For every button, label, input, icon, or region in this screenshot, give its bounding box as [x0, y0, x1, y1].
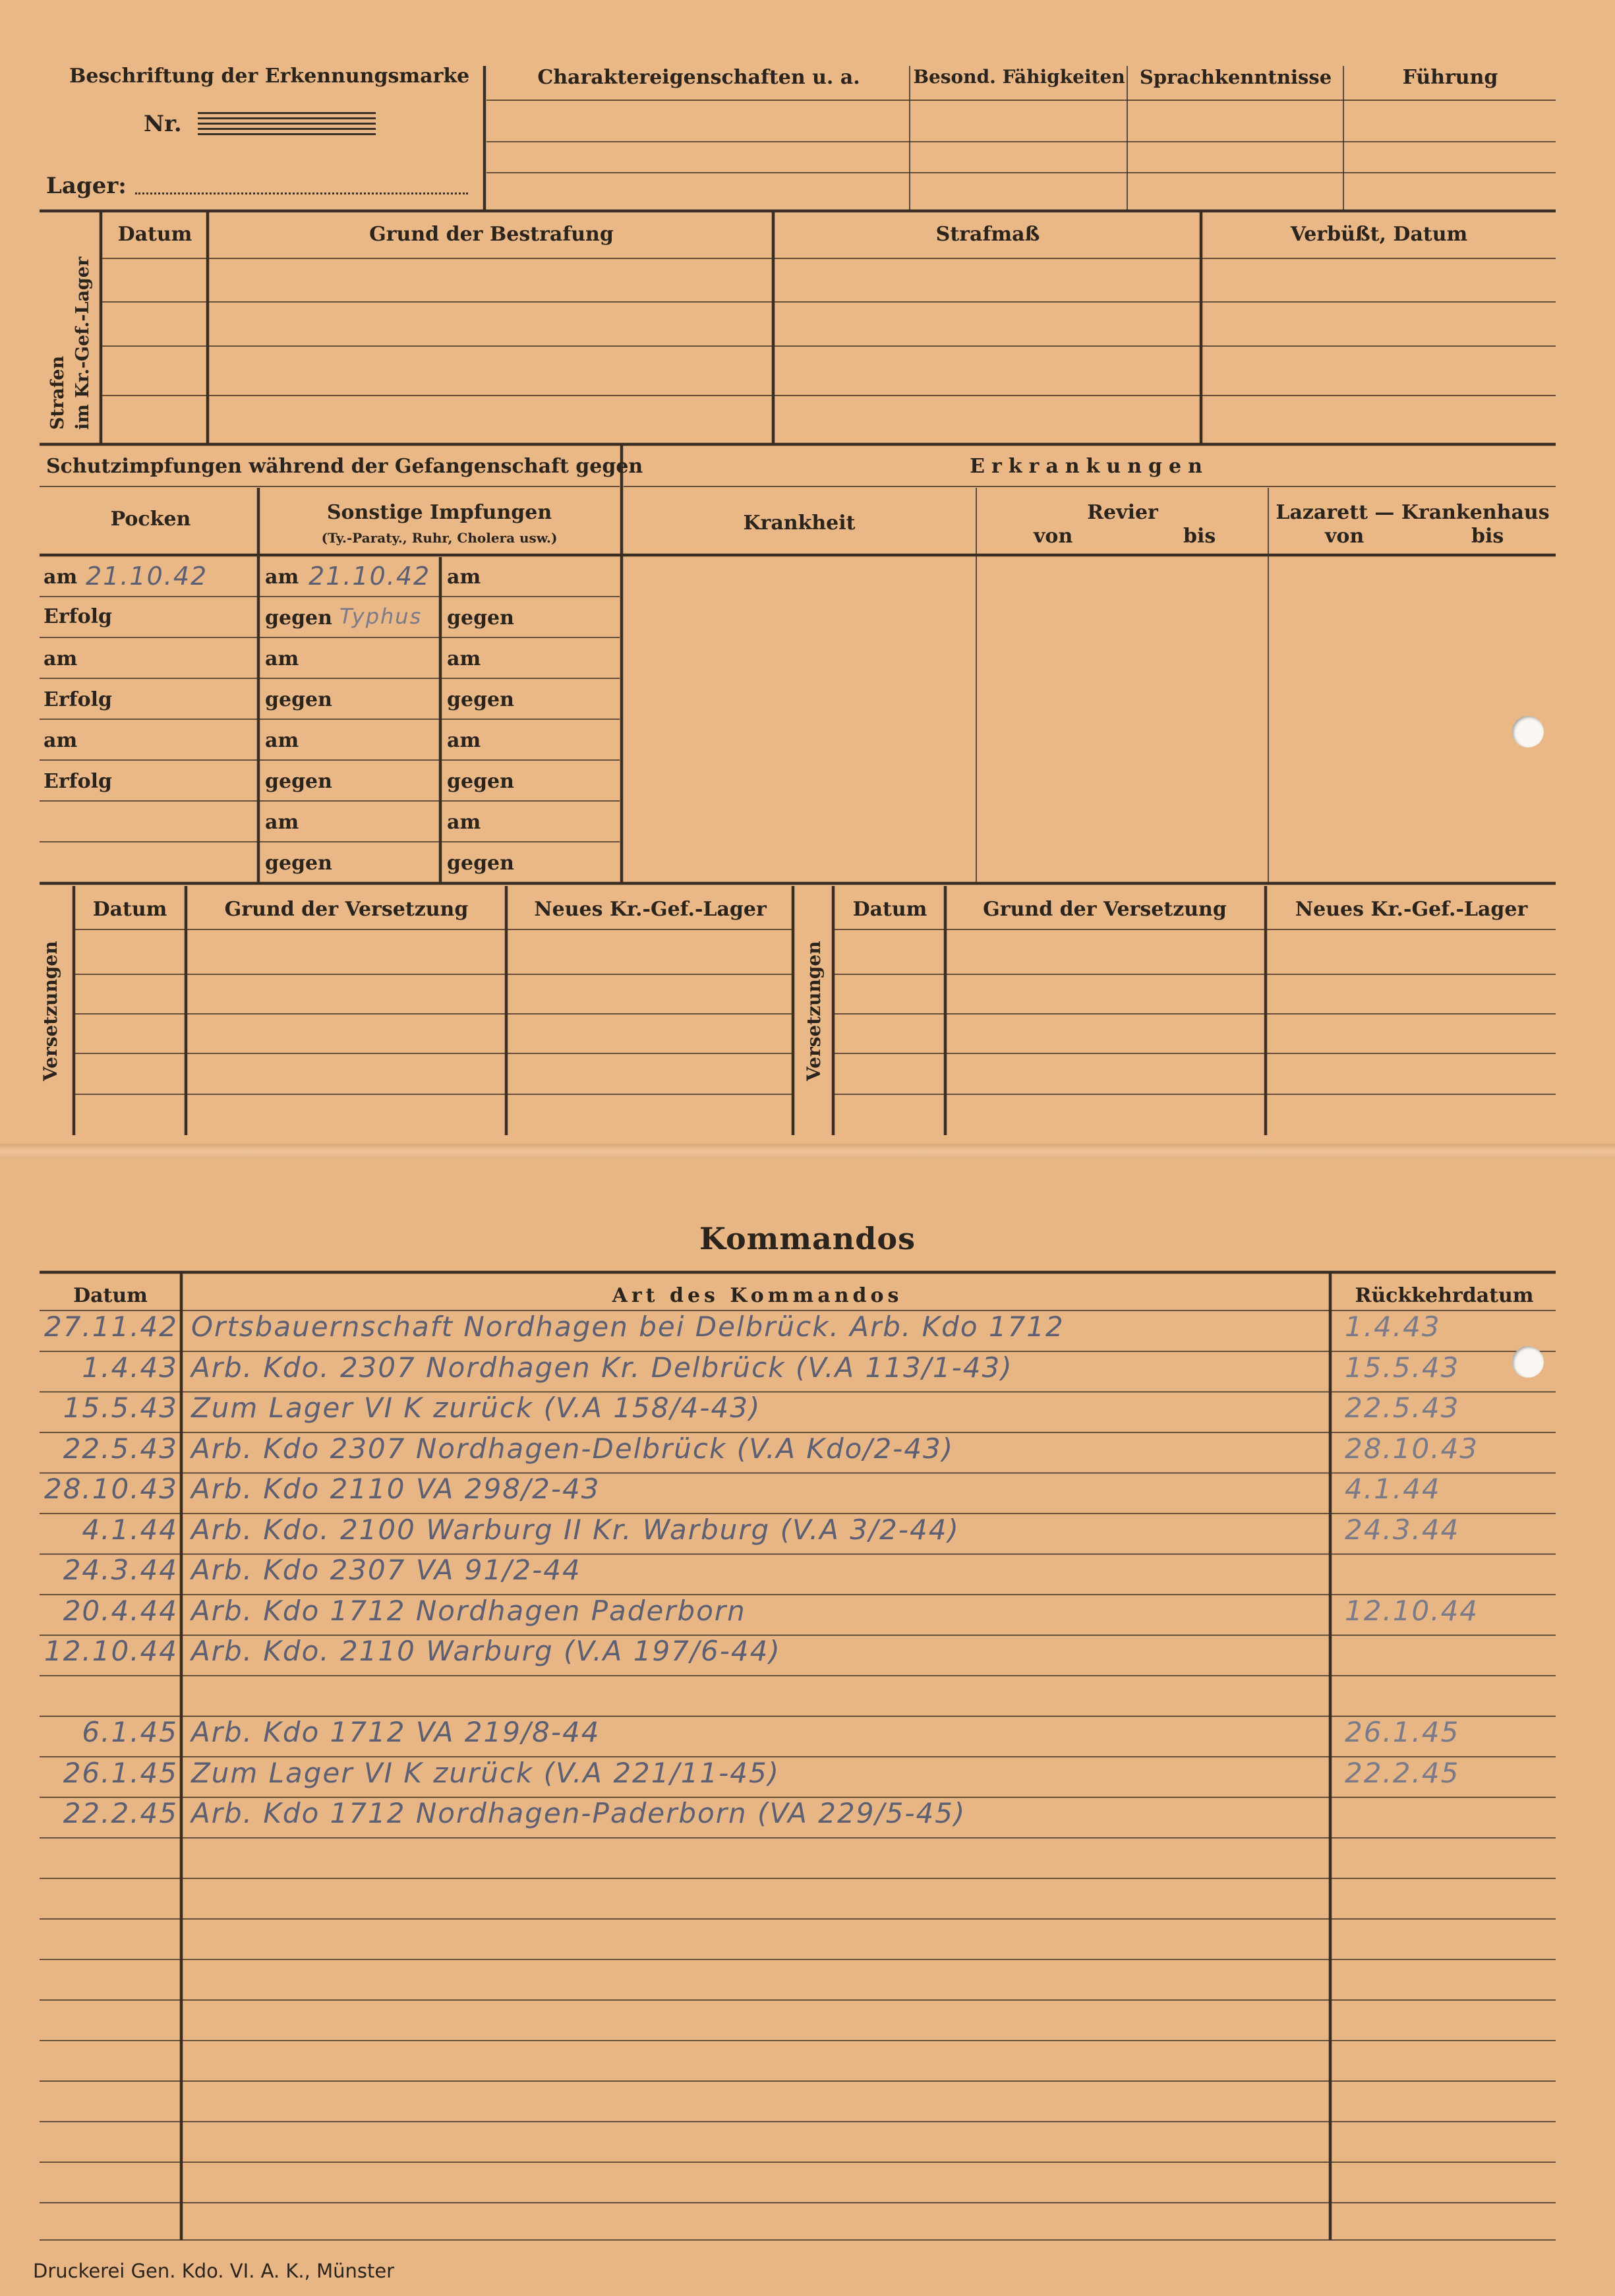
- kommando-text: Arb. Kdo 2307 Nordhagen-Delbrück (V.A Kdo/2-43): [191, 1432, 954, 1465]
- verbuesst-header: Verbüßt, Datum: [1290, 223, 1468, 246]
- sonstige-row-label: gegen: [447, 688, 514, 711]
- kommando-date: 20.4.44: [63, 1594, 178, 1627]
- versetzung-neues-header: Neues Kr.-Gef.-Lager: [534, 898, 767, 921]
- versetzung-grund-header: Grund der Versetzung: [224, 898, 469, 921]
- sonstige-row-label: gegen: [265, 852, 332, 875]
- kommando-text: Arb. Kdo 2110 VA 298/2-43: [191, 1473, 601, 1505]
- pocken-row-label: Erfolg: [44, 605, 112, 628]
- strafen-datum-header: Datum: [117, 223, 192, 246]
- erkennungsmarke-label: Beschriftung der Erkennungsmarke: [69, 65, 470, 88]
- nr-label: Nr.: [144, 111, 182, 137]
- kommando-return-date: 24.3.44: [1345, 1513, 1460, 1546]
- sonstige-row-label: am: [447, 729, 481, 752]
- kommando-text: Arb. Kdo 2307 VA 91/2-44: [191, 1554, 581, 1586]
- punch-hole: [1512, 1346, 1544, 1378]
- kommandos-title: Kommandos: [699, 1221, 916, 1256]
- kommando-return-date: 26.1.45: [1345, 1716, 1460, 1748]
- lazarett-bis: bis: [1471, 525, 1504, 548]
- strafen-grund-header: Grund der Bestrafung: [369, 223, 614, 246]
- kommando-date: 24.3.44: [63, 1554, 178, 1586]
- kommando-date: 22.2.45: [63, 1797, 178, 1829]
- kommando-text: Arb. Kdo 1712 Nordhagen-Paderborn (VA 229/5-45): [191, 1797, 966, 1829]
- versetzung-datum-header: Datum: [92, 898, 167, 921]
- sonstige-row-label: gegen: [447, 606, 514, 630]
- kommando-text: Zum Lager VI K zurück (V.A 221/11-45): [191, 1756, 780, 1789]
- sonstige-row-label: gegen: [265, 770, 332, 793]
- kommando-date: 6.1.45: [82, 1716, 178, 1748]
- kommando-return-date: 28.10.43: [1345, 1432, 1479, 1465]
- kommando-date: 27.11.42: [44, 1310, 178, 1343]
- kommando-text: Arb. Kdo. 2100 Warburg II Kr. Warburg (V.A 3/2-44): [191, 1513, 960, 1546]
- sonstige-row-label: gegen: [447, 852, 514, 875]
- sonstige-header: Sonstige Impfungen: [326, 501, 552, 524]
- kommando-date: 12.10.44: [44, 1635, 178, 1667]
- kommando-date: 4.1.44: [82, 1513, 178, 1546]
- erkrankungen-title: Erkrankungen: [970, 455, 1209, 478]
- sonstige-row-label: am: [265, 811, 299, 834]
- sonstige-row-label: am: [265, 729, 299, 752]
- sprach-header: Sprachkenntnisse: [1139, 66, 1332, 88]
- lazarett-von: von: [1325, 525, 1365, 548]
- punch-hole: [1512, 716, 1544, 748]
- kommando-date: 1.4.43: [82, 1351, 178, 1384]
- kommando-date: 15.5.43: [63, 1392, 178, 1424]
- revier-bis: bis: [1183, 525, 1216, 548]
- kommando-text: Arb. Kdo 1712 VA 219/8-44: [191, 1716, 601, 1748]
- sonstige-row-label: am: [447, 647, 481, 670]
- sonstige-row-label: gegen: [265, 688, 332, 711]
- lager-label: Lager:: [46, 173, 127, 199]
- kommando-return-date: 22.5.43: [1345, 1392, 1460, 1424]
- strafmass-header: Strafmaß: [935, 223, 1040, 246]
- kommando-text: Zum Lager VI K zurück (V.A 158/4-43): [191, 1392, 761, 1424]
- kommando-return-date: 22.2.45: [1345, 1756, 1460, 1789]
- versetzung-datum-header: Datum: [852, 898, 927, 921]
- sonstige-row-label: gegen: [265, 606, 332, 630]
- pocken-row-label: am: [44, 647, 78, 670]
- kommando-text: Arb. Kdo 1712 Nordhagen Paderborn: [191, 1594, 746, 1627]
- kommando-date: 22.5.43: [63, 1432, 178, 1465]
- kommando-text: Arb. Kdo. 2307 Nordhagen Kr. Delbrück (V.A 113/1-43): [191, 1351, 1013, 1384]
- versetzung-grund-header: Grund der Versetzung: [983, 898, 1227, 921]
- hw-pocken-date: 21.10.42: [86, 562, 208, 591]
- kommando-date: 28.10.43: [44, 1473, 178, 1505]
- sonstige-row-label: am: [447, 566, 481, 589]
- pocken-row-label: Erfolg: [44, 770, 112, 793]
- kommando-return-date: 12.10.44: [1345, 1594, 1479, 1627]
- kommando-art-header: Art des Kommandos: [612, 1284, 903, 1307]
- strafen-vertical-sublabel: im Kr.-Gef.-Lager: [73, 256, 93, 430]
- sonstige-row-label: am: [265, 647, 299, 670]
- kommando-text: Arb. Kdo. 2110 Warburg (V.A 197/6-44): [191, 1635, 781, 1667]
- sonstige-row-label: am: [265, 566, 299, 589]
- kommando-text: Ortsbauernschaft Nordhagen bei Delbrück. Arb. Kdo 1712: [191, 1310, 1065, 1343]
- pocken-header: Pocken: [110, 508, 191, 531]
- versetzung-neues-header: Neues Kr.-Gef.-Lager: [1295, 898, 1528, 921]
- nr-redacted-field: [198, 112, 376, 137]
- kommando-return-date: 1.4.43: [1345, 1310, 1441, 1343]
- revier-header: Revier: [1087, 501, 1158, 524]
- sonstige-subheader: (Ty.-Paraty., Ruhr, Cholera usw.): [321, 530, 558, 546]
- hw-gegen-typhus: Typhus: [339, 604, 423, 629]
- lazarett-header: Lazarett — Krankenhaus: [1276, 501, 1550, 524]
- pocken-row-label: am: [44, 729, 78, 752]
- printer-imprint: Druckerei Gen. Kdo. VI. A. K., Münster: [33, 2260, 395, 2282]
- charakter-header: Charaktereigenschaften u. a.: [537, 66, 860, 89]
- versetzungen-vertical-right: Versetzungen: [803, 941, 825, 1081]
- pocken-row-label: am: [44, 566, 78, 589]
- pocken-row-label: Erfolg: [44, 688, 112, 711]
- kommando-datum-header: Datum: [73, 1284, 148, 1307]
- lager-field: [135, 192, 468, 194]
- revier-von: von: [1034, 525, 1073, 548]
- faehigkeiten-header: Besond. Fähigkeiten: [913, 66, 1125, 88]
- impf-title: Schutzimpfungen während der Gefangenschaft gegen: [46, 455, 643, 478]
- rueckkehr-header: Rückkehrdatum: [1355, 1284, 1534, 1307]
- krankheit-header: Krankheit: [743, 512, 856, 535]
- strafen-vertical-label: Strafen: [47, 355, 68, 430]
- fuehrung-header: Führung: [1402, 66, 1498, 89]
- kommando-return-date: 15.5.43: [1345, 1351, 1460, 1384]
- kommando-date: 26.1.45: [63, 1756, 178, 1789]
- sonstige-row-label: gegen: [447, 770, 514, 793]
- kommando-return-date: 4.1.44: [1345, 1473, 1441, 1505]
- sonstige-row-label: am: [447, 811, 481, 834]
- hw-sonstige-date: 21.10.42: [308, 562, 431, 591]
- versetzungen-vertical-left: Versetzungen: [40, 941, 61, 1081]
